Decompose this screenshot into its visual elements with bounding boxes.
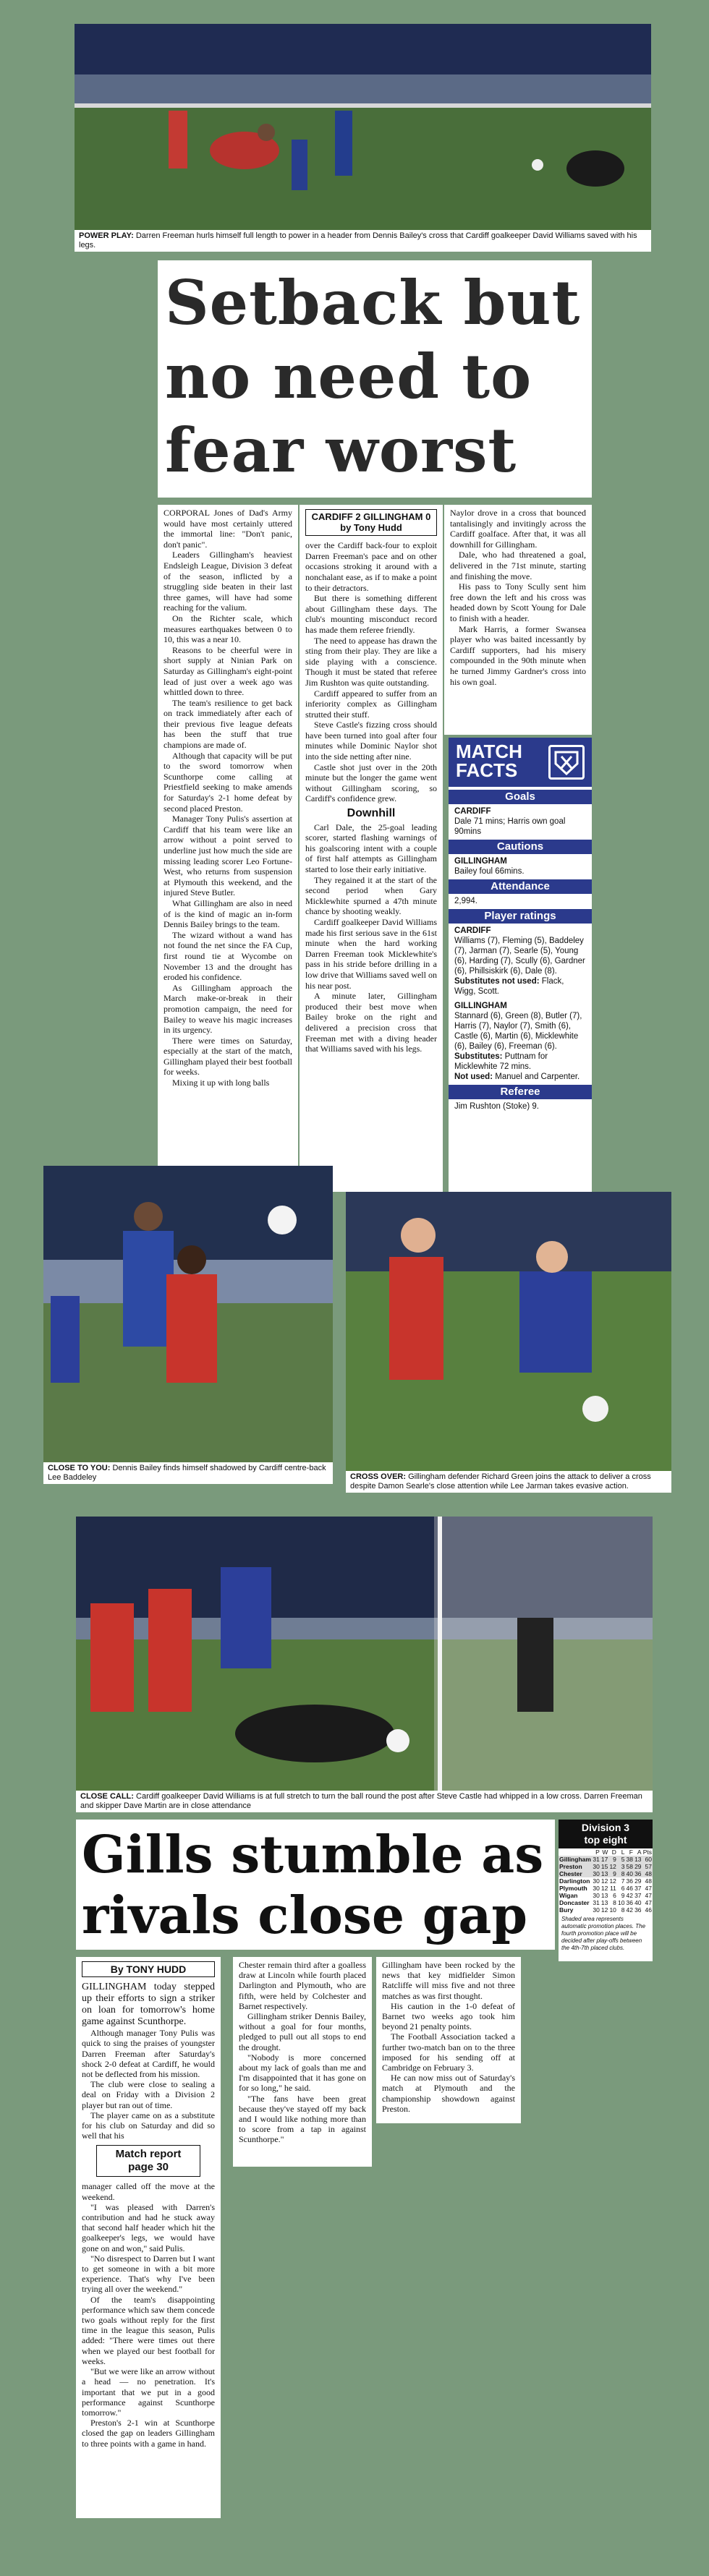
match-score: CARDIFF 2 GILLINGHAM 0	[311, 511, 431, 522]
caption-text: Gillingham defender Richard Green joins the attack to deliver a cross despite Damon Searle's close attention while Lee Jarman takes evasive action.	[350, 1472, 651, 1490]
paragraph: What Gillingham are also in need of is the kind of magic an in-form Dennis Bailey brings to the team.	[164, 897, 292, 930]
byline-box: By TONY HUDD	[82, 1961, 215, 1977]
paragraph: Steve Castle's fizzing cross should have been turned into goal after four minutes while Dominic Naylor shot into the side netting after nine.	[305, 720, 437, 762]
table-cell: Darlington	[559, 1877, 590, 1885]
photo-close-call	[76, 1517, 653, 1791]
attendance-bar: Attendance	[449, 879, 592, 894]
photo-close-to-you	[43, 1166, 333, 1462]
table-cell: 13	[600, 1870, 608, 1877]
table-row	[559, 1906, 653, 1914]
table-cell: 12	[609, 1863, 616, 1870]
column-header: D	[611, 1848, 616, 1856]
ratings-text: Williams (7), Fleming (5), Baddeley (7), Jarman (7), Searle (5), Young (6), Harding (7), Scully (6), Gardner (6), Phillsiskirk (6), Dale (8).	[454, 937, 585, 976]
goals-bar: Goals	[449, 790, 592, 804]
referee-bar: Referee	[449, 1085, 592, 1099]
column-header	[559, 1848, 592, 1856]
paragraph: "I was pleased with Darren's contribution and had he stuck away that second half header which hit the goalkeeper's legs, we would have gone on and won," said Pulis.	[82, 2201, 215, 2253]
table-cell: 40	[634, 1899, 642, 1906]
table-cell: 57	[645, 1863, 652, 1870]
table-cell: Doncaster	[559, 1899, 590, 1906]
table-cell: 9	[621, 1892, 625, 1899]
paragraph: Reasons to be cheerful were in short supply at Ninian Park on Saturday as Gillingham's eight-point lead of just over a week ago was whittled down to three.	[164, 644, 292, 698]
table-cell: 12	[600, 1877, 608, 1885]
paragraph: Mark Harris, a former Swansea player who was baited incessantly by Cardiff supporters, had his misery compounded in the 90th minute when he turned Jimmy Gardner's cross into his own goal.	[450, 623, 586, 687]
column-header: Pts	[642, 1848, 652, 1856]
table-cell: 9	[613, 1856, 616, 1863]
table-cell: 29	[634, 1877, 642, 1885]
not-used-label: Not used:	[454, 1072, 493, 1081]
paragraph: "No disrespect to Darren but I want to get someone in with a bit more experience. That's why I've been trying all over the weekend."	[82, 2253, 215, 2295]
not-used-text: Manuel and Carpenter.	[495, 1072, 580, 1081]
referee-section	[449, 1101, 592, 1112]
table-cell: 12	[600, 1906, 608, 1914]
table-row	[559, 1899, 653, 1906]
attendance-text: 2,994.	[454, 897, 477, 905]
table-cell: 30	[593, 1906, 600, 1914]
paragraph: CORPORAL Jones of Dad's Army would have most certainly uttered the immortal line: "Don't panic, don't panic".	[164, 508, 292, 550]
paragraph: Naylor drove in a cross that bounced tantalisingly and invitingly across the Cardiff goalface. After that, it was all downhill for Gillingham.	[450, 508, 586, 550]
paragraph: "Nobody is more concerned about my lack of goals than me and I'm disappointed that it has gone on for so long," he said.	[239, 2052, 366, 2094]
table-cell: 42	[626, 1906, 633, 1914]
paragraph: The team's resilience to get back on track immediately after each of their previous five league defeats has been the stuff that true champions are made of.	[164, 697, 292, 751]
table-cell: 37	[634, 1892, 642, 1899]
referee-text: Jim Rushton (Stoke) 9.	[454, 1102, 539, 1111]
photo-power-play	[75, 24, 651, 230]
table-cell: 29	[634, 1863, 642, 1870]
paragraph: Cardiff goalkeeper David Williams made his first serious save in the 61st minute when the hard working Darren Freeman took Micklewhite's pass in his stride before drilling in a low drive that Williams saved well on his near post.	[305, 916, 437, 991]
table-cell: 13	[600, 1892, 608, 1899]
table-row	[559, 1870, 653, 1877]
league-table-box	[559, 1820, 653, 1961]
table-cell: 36	[626, 1899, 633, 1906]
league-table-title-line: top eight	[584, 1834, 627, 1846]
photo-close-to-you-caption	[43, 1462, 333, 1484]
cautions-bar: Cautions	[449, 840, 592, 854]
story1-column-2	[300, 505, 443, 1192]
team-name: CARDIFF	[454, 926, 491, 935]
team-name: GILLINGHAM	[454, 857, 507, 866]
column-header: P	[595, 1848, 600, 1856]
table-cell: 12	[609, 1877, 616, 1885]
table-cell: 12	[600, 1885, 608, 1892]
table-cell: 40	[626, 1870, 633, 1877]
headline-line: Setback but	[165, 267, 581, 338]
table-cell: 36	[626, 1877, 633, 1885]
table-row	[559, 1856, 653, 1863]
paragraph: "But we were like an arrow without a head — no penetration. It's important that we put in a good performance against Scunthorpe tomorrow."	[82, 2366, 215, 2418]
table-cell: 30	[593, 1863, 600, 1870]
paragraph: The club were close to sealing a deal on Friday with a Division 2 player but ran out of time.	[82, 2079, 215, 2110]
table-cell: 48	[645, 1870, 652, 1877]
table-cell: 42	[626, 1892, 633, 1899]
club-crest-icon	[548, 745, 585, 780]
headline-line: no need to	[165, 341, 532, 412]
photo-cross-over	[346, 1192, 671, 1471]
paragraph: The wizard without a wand has not found the net since the FA Cup, first round tie at Wycombe on November 13 and the drought has eroded his confidence.	[164, 929, 292, 983]
table-row	[559, 1877, 653, 1885]
paragraph: The player came on as a substitute for his club on Saturday and did so well that his	[82, 2110, 215, 2141]
cautions-text: Bailey foul 66mins.	[454, 867, 525, 876]
column-header: A	[637, 1848, 642, 1856]
table-cell: 10	[617, 1899, 625, 1906]
table-cell: 15	[600, 1863, 608, 1870]
caption-label: CLOSE TO YOU:	[48, 1464, 111, 1472]
paragraph: He can now miss out of Saturday's match at Plymouth and the championship showdown against Preston.	[382, 2073, 515, 2114]
league-table-title	[559, 1820, 653, 1848]
table-cell: 10	[609, 1906, 616, 1914]
table-row	[559, 1892, 653, 1899]
team-name: CARDIFF	[454, 807, 491, 816]
table-cell: 46	[645, 1906, 652, 1914]
table-cell: 13	[634, 1856, 642, 1863]
paragraph: There were times on Saturday, especially at the start of the match, Gillingham played their best football for weeks.	[164, 1035, 292, 1078]
headline-gills-stumble	[76, 1820, 555, 1950]
table-cell: 46	[626, 1885, 633, 1892]
paragraph: As Gillingham approach the March make-or-break in their promotion campaign, the need for Bailey to weave his magic increases in its urgency.	[164, 982, 292, 1036]
team-name: GILLINGHAM	[454, 1002, 507, 1010]
table-cell: 6	[621, 1885, 625, 1892]
table-cell: Gillingham	[559, 1856, 591, 1863]
paragraph: Castle shot just over in the 20th minute but the longer the game went without Gillingham scoring, so Cardiff's confidence grew.	[305, 762, 437, 804]
table-cell: Preston	[559, 1863, 582, 1870]
story2-column-2	[233, 1957, 372, 2167]
league-table	[559, 1848, 653, 1914]
subheading: Downhill	[347, 807, 396, 820]
column-header: F	[629, 1848, 633, 1856]
story2-column-1	[76, 1957, 221, 2518]
subs-text: Flack, Wigg, Scott.	[454, 977, 564, 996]
ratings-bar: Player ratings	[449, 909, 592, 924]
table-cell: Plymouth	[559, 1885, 587, 1892]
match-report-label: Match report	[115, 2148, 182, 2161]
goals-section	[449, 806, 592, 837]
subs-text: Puttnam for Micklewhite 72 mins.	[454, 1052, 548, 1071]
paragraph: Of the team's disappointing performance which saw them concede two goals without reply for the first time in the league this season, Pulis added: "There were times out there when we played our best football for weeks.	[82, 2294, 215, 2366]
photo-cross-over-caption	[346, 1471, 671, 1493]
match-facts-header	[449, 738, 592, 787]
table-cell: 5	[621, 1856, 625, 1863]
paragraph: The need to appease has drawn the sting from their play. They are like a side playing with a conscience. Though it must be stated that referee Jim Rushton was quite outstanding.	[305, 635, 437, 688]
league-table-note: Shaded area represents automatic promotion places. The fourth promotion place will be decided after play-offs between the 4th-7th placed clubs.	[561, 1916, 646, 1951]
table-cell: 30	[593, 1885, 600, 1892]
table-cell: Bury	[559, 1906, 574, 1914]
photo-close-call-caption	[76, 1791, 653, 1812]
match-report-box	[96, 2145, 200, 2177]
story1-column-3	[444, 505, 592, 735]
paragraph: Chester remain third after a goalless draw at Lincoln while fourth placed Darlington and Plymouth, who are fifth, were held by Colchester and Barnet respectively.	[239, 1960, 366, 2011]
attendance-section	[449, 896, 592, 906]
paragraph: His pass to Tony Scully sent him free down the left and his cross was headed down by Scott Young for Dale to finish with a header.	[450, 581, 586, 623]
league-table-title-line: Division 3	[581, 1822, 630, 1833]
paragraph: They regained it at the start of the second period when Gary Micklewhite spurned a 47th minute chance by shooting weakly.	[305, 874, 437, 917]
paragraph: A minute later, Gillingham produced their best move when Bailey broke on the right and delivered a precision cross that Freeman met with a diving header that Williams saved with his legs.	[305, 991, 437, 1054]
table-cell: 38	[626, 1856, 633, 1863]
goals-text: Dale 71 mins; Harris own goal 90mins	[454, 817, 566, 836]
headline-line: rivals close gap	[82, 1885, 528, 1945]
column-header: W	[602, 1848, 608, 1856]
table-cell: 11	[610, 1885, 616, 1892]
headline-line: Gills stumble as	[82, 1824, 544, 1885]
caption-text: Dennis Bailey finds himself shadowed by Cardiff centre-back Lee Baddeley	[48, 1464, 326, 1482]
ratings-section	[449, 926, 592, 1082]
table-cell: 58	[626, 1863, 633, 1870]
paragraph: On the Richter scale, which measures earthquakes between 0 to 10, this was a near 10.	[164, 613, 292, 645]
match-score-box	[305, 509, 437, 536]
subs-label: Substitutes:	[454, 1052, 503, 1061]
table-row	[559, 1885, 653, 1892]
paragraph: "The fans have been great because they've stayed off my back and I would like nothing more than to score from a tap in against Scunthorpe."	[239, 2093, 366, 2145]
table-cell: 47	[645, 1885, 652, 1892]
table-cell: 31	[593, 1856, 600, 1863]
headline-setback	[158, 260, 592, 498]
photo-power-play-caption	[75, 230, 651, 252]
story2-column-3	[376, 1957, 521, 2123]
table-cell: 9	[613, 1870, 616, 1877]
table-cell: 8	[613, 1899, 616, 1906]
paragraph: Cardiff appeared to suffer from an inferiority complex as Gillingham strutted their stuff.	[305, 688, 437, 720]
match-facts-title: MATCH	[456, 741, 522, 762]
paragraph: manager called off the move at the weekend.	[82, 2181, 215, 2202]
byline: by Tony Hudd	[340, 521, 402, 533]
caption-text: Cardiff goalkeeper David Williams is at full stretch to turn the ball round the post after Steve Castle had whipped in a low cross. Darren Freeman and skipper Dave Martin are in close attendance	[80, 1792, 642, 1810]
table-cell: 8	[621, 1906, 625, 1914]
paragraph: Manager Tony Pulis's assertion at Cardiff that his team were like an arrow without a point served to underline just how much the side are missing leading scorer Leo Fortune-West, who returns from suspension at Plymouth this weekend, and the injured Steve Butler.	[164, 814, 292, 898]
table-row	[559, 1863, 653, 1870]
paragraph: His caution in the 1-0 defeat of Barnet two weeks ago took him beyond 21 penalty points.	[382, 2000, 515, 2032]
table-cell: 3	[621, 1863, 625, 1870]
headline-line: fear worst	[165, 414, 517, 486]
paragraph: Although manager Tony Pulis was quick to sing the praises of youngster Darren Freeman after Saturday's shock 2-0 defeat at Cardiff, he would not be deflected from his mission.	[82, 2028, 215, 2080]
match-facts-title: FACTS	[456, 759, 518, 781]
table-cell: 17	[600, 1856, 608, 1863]
caption-label: CROSS OVER:	[350, 1472, 407, 1481]
table-cell: 7	[621, 1877, 625, 1885]
paragraph: Mixing it up with long balls	[172, 1078, 270, 1088]
table-cell: Wigan	[559, 1892, 578, 1899]
caption-text: Darren Freeman hurls himself full length to power in a header from Dennis Bailey's cross that Cardiff goalkeeper David Williams saved with his legs.	[79, 231, 637, 250]
caption-label: CLOSE CALL:	[80, 1792, 134, 1801]
paragraph: But there is something different about Gillingham these days. The club's mounting misconduct record has made them referee friendly.	[305, 593, 437, 635]
match-report-page: page 30	[128, 2161, 169, 2174]
paragraph: over the Cardiff back-four to exploit Darren Freeman's pace and on other occasions stroking it around with a nonchalant ease, as if to make a point to their detractors.	[305, 540, 437, 593]
table-cell: 31	[593, 1899, 600, 1906]
paragraph: Carl Dale, the 25-goal leading scorer, started flashing warnings of his goalscoring intent with a couple of first half attempts as Gillingham started to lose their early initiative.	[305, 822, 437, 874]
table-cell: 47	[645, 1899, 652, 1906]
story1-column-1	[158, 505, 298, 1192]
paragraph: GILLINGHAM today stepped up their efforts to sign a striker on loan for tomorrow's home game against Scunthorpe.	[82, 1982, 215, 2028]
league-table-header-row	[559, 1848, 653, 1856]
paragraph: Although that capacity will be put to the sword tomorrow when Scunthorpe come calling at Priestfield seeking to make amends for Saturday's 2-1 home defeat by second placed Preston.	[164, 750, 292, 814]
table-cell: 30	[593, 1892, 600, 1899]
table-cell: 47	[645, 1892, 652, 1899]
match-facts-box	[449, 738, 592, 1192]
paragraph: Gillingham have been rocked by the news that key midfielder Simon Ratcliffe will miss five and not three matches as was first thought.	[382, 1960, 515, 2001]
paragraph: Dale, who had threatened a goal, delivered in the 71st minute, starting and finishing the move.	[450, 550, 586, 581]
table-cell: 36	[634, 1906, 642, 1914]
table-cell: 30	[593, 1877, 600, 1885]
table-cell: Chester	[559, 1870, 582, 1877]
table-cell: 48	[645, 1877, 652, 1885]
paragraph: Leaders Gillingham's heaviest Endsleigh League, Division 3 defeat of the season, inflicted by a struggling side beaten in their last three games, will have had some reaching for the valium.	[164, 550, 292, 613]
table-cell: 37	[634, 1885, 642, 1892]
cautions-section	[449, 856, 592, 877]
column-header: L	[621, 1848, 625, 1856]
table-cell: 30	[593, 1870, 600, 1877]
table-cell: 8	[621, 1870, 625, 1877]
paragraph: The Football Association tacked a further two-match ban on to the three imposed for his sending off at Cambridge on February 3.	[382, 2031, 515, 2073]
table-cell: 6	[613, 1892, 616, 1899]
table-cell: 36	[634, 1870, 642, 1877]
paragraph: Gillingham striker Dennis Bailey, without a goal for four months, pledged to pull out all stops to end the drought.	[239, 2011, 366, 2052]
table-cell: 13	[600, 1899, 608, 1906]
caption-label: POWER PLAY:	[79, 231, 134, 240]
table-cell: 60	[645, 1856, 652, 1863]
ratings-text: Stannard (6), Green (8), Butler (7), Harris (7), Naylor (7), Smith (6), Castle (6), Martin (6), Micklewhite (6), Bailey (6), Freeman (6).	[454, 1012, 582, 1051]
paragraph: Preston's 2-1 win at Scunthorpe closed the gap on leaders Gillingham to three points with a game in hand.	[82, 2418, 215, 2449]
subs-label: Substitutes not used:	[454, 977, 540, 986]
